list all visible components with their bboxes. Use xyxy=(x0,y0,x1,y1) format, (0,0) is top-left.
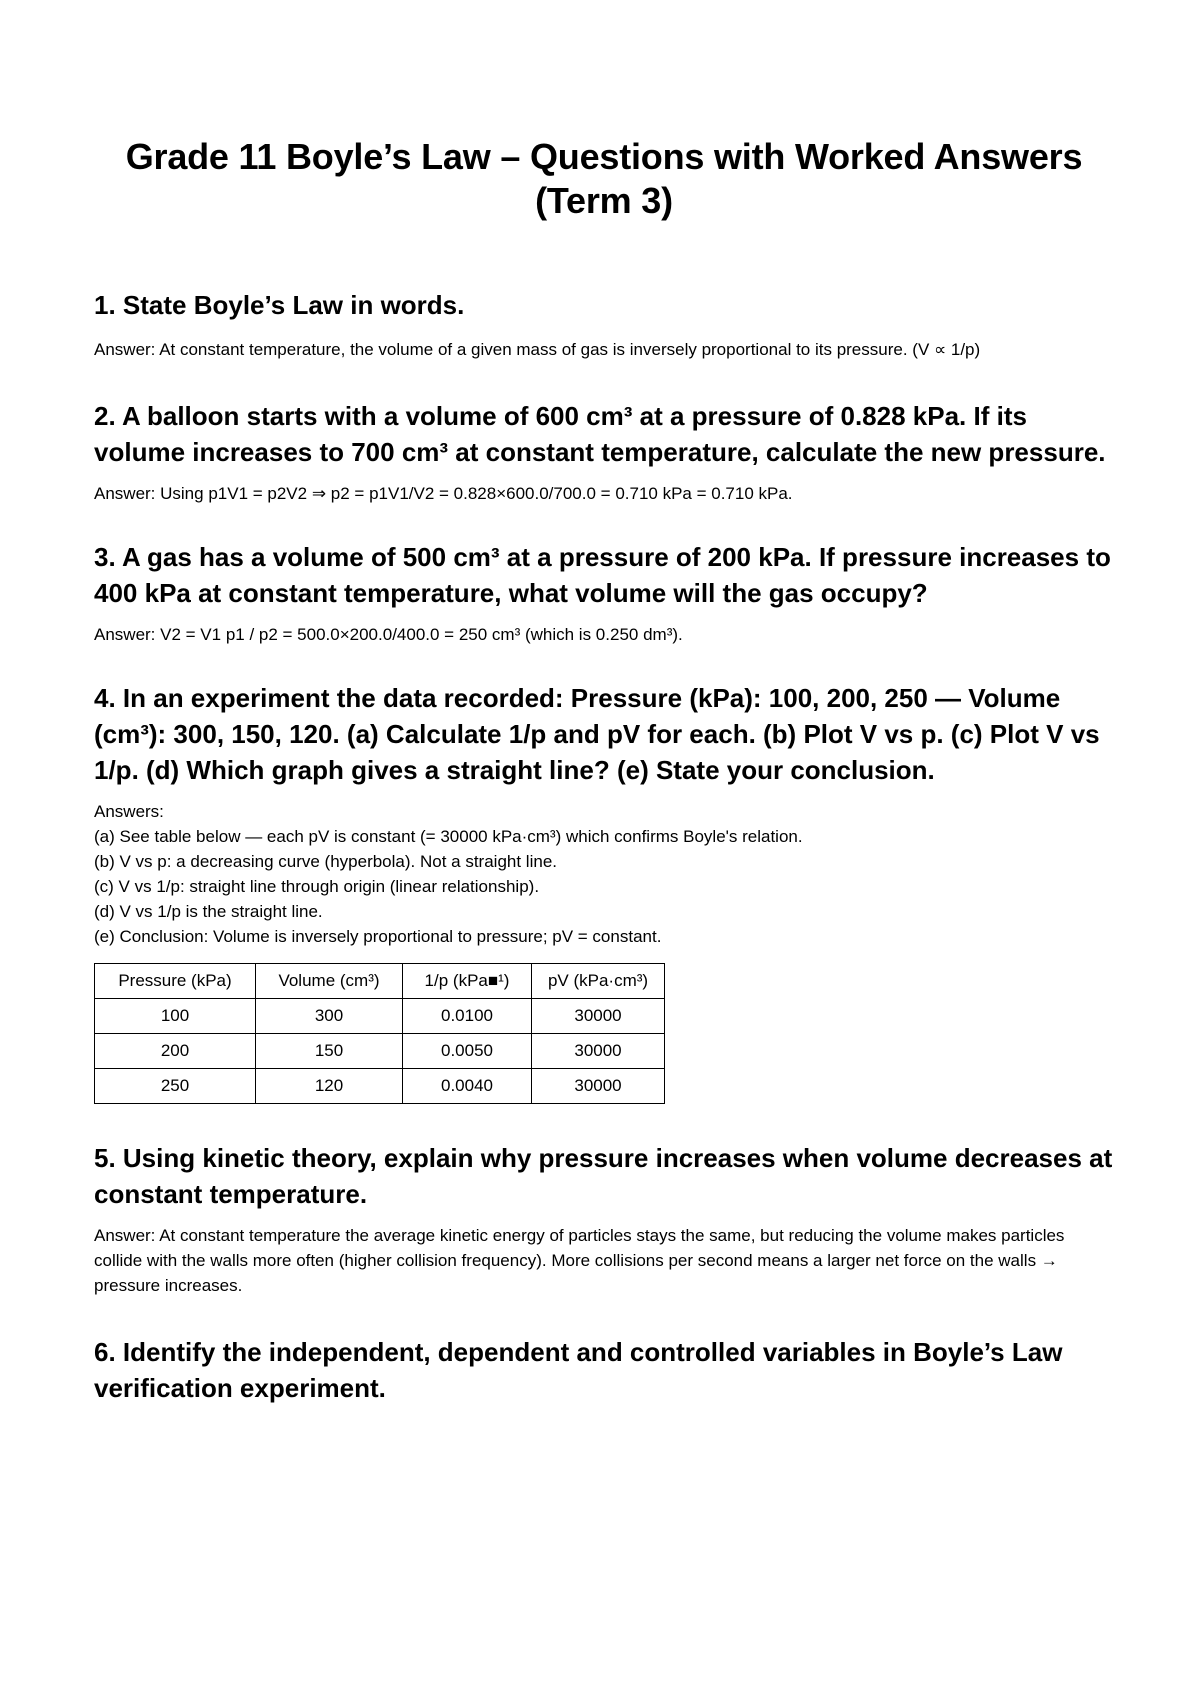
document-page xyxy=(94,0,1114,1406)
question-4-prompt: 4. In an experiment the data recorded: Pressure (kPa): 100, 200, 250 — Volume (cm³): 300, 150, 120. (a) Calculate 1/p and pV for each. (b) Plot V vs p. (c) Plot V vs 1/p. (d) Which graph gives a straight line? (e) State your conclusion. xyxy=(94,683,1100,785)
question-5-answer: Answer: At constant temperature the average kinetic energy of particles stays the same, but reducing the volume makes particles collide with the walls more often (higher collision frequency). More collisions per second means a larger net force on the walls → pressure increases. xyxy=(94,1226,1065,1295)
table-cell: 0.0050 xyxy=(403,1034,532,1069)
page-title xyxy=(94,135,1114,223)
answer-line: (e) Conclusion: Volume is inversely proportional to pressure; pV = constant. xyxy=(94,927,662,946)
question-2-answer: Answer: Using p1V1 = p2V2 ⇒ p2 = p1V1/V2 = 0.828×600.0/700.0 = 0.710 kPa = 0.710 kPa. xyxy=(94,484,793,503)
question-5-section xyxy=(94,1140,1114,1298)
table-row xyxy=(95,1034,665,1069)
column-header: pV (kPa·cm³) xyxy=(532,964,665,999)
table-cell: 30000 xyxy=(532,999,665,1034)
title-line-2: (Term 3) xyxy=(535,180,673,221)
answer-line: (d) V vs 1/p is the straight line. xyxy=(94,902,323,921)
question-4-answer xyxy=(94,799,1114,949)
data-table xyxy=(94,963,665,1104)
answer-line: (c) V vs 1/p: straight line through origin (linear relationship). xyxy=(94,877,540,896)
answer-line: Answers: xyxy=(94,802,164,821)
table-row xyxy=(95,1069,665,1104)
question-5-prompt: 5. Using kinetic theory, explain why pressure increases when volume decreases at constant temperature. xyxy=(94,1143,1113,1209)
title-line-1: Grade 11 Boyle’s Law – Questions with Worked Answers xyxy=(125,136,1083,177)
table-header-row xyxy=(95,964,665,999)
answer-line: (b) V vs p: a decreasing curve (hyperbola). Not a straight line. xyxy=(94,852,557,871)
answer-line: (a) See table below — each pV is constant (= 30000 kPa·cm³) which confirms Boyle's relation. xyxy=(94,827,803,846)
table-cell: 100 xyxy=(95,999,256,1034)
question-4-section xyxy=(94,680,1114,1104)
table-cell: 0.0040 xyxy=(403,1069,532,1104)
table-cell: 30000 xyxy=(532,1069,665,1104)
question-2-prompt: 2. A balloon starts with a volume of 600 cm³ at a pressure of 0.828 kPa. If its volume increases to 700 cm³ at constant temperature, calculate the new pressure. xyxy=(94,401,1106,467)
question-3-section xyxy=(94,539,1114,647)
question-3-answer: Answer: V2 = V1 p1 / p2 = 500.0×200.0/400.0 = 250 cm³ (which is 0.250 dm³). xyxy=(94,625,683,644)
question-6-prompt: 6. Identify the independent, dependent and controlled variables in Boyle’s Law verification experiment. xyxy=(94,1337,1063,1403)
table-cell: 200 xyxy=(95,1034,256,1069)
table-cell: 0.0100 xyxy=(403,999,532,1034)
column-header: 1/p (kPa■¹) xyxy=(403,964,532,999)
question-2-section xyxy=(94,398,1114,506)
question-6-section xyxy=(94,1334,1114,1406)
column-header: Pressure (kPa) xyxy=(95,964,256,999)
question-3-prompt: 3. A gas has a volume of 500 cm³ at a pressure of 200 kPa. If pressure increases to 400 kPa at constant temperature, what volume will the gas occupy? xyxy=(94,542,1111,608)
table-cell: 300 xyxy=(256,999,403,1034)
table-cell: 250 xyxy=(95,1069,256,1104)
table-cell: 30000 xyxy=(532,1034,665,1069)
table-cell: 150 xyxy=(256,1034,403,1069)
question-1-section xyxy=(94,287,1114,362)
question-1-answer: Answer: At constant temperature, the volume of a given mass of gas is inversely proportional to its pressure. (V ∝ 1/p) xyxy=(94,340,981,359)
table-cell: 120 xyxy=(256,1069,403,1104)
table-row xyxy=(95,999,665,1034)
column-header: Volume (cm³) xyxy=(256,964,403,999)
question-1-prompt: 1. State Boyle’s Law in words. xyxy=(94,290,465,320)
